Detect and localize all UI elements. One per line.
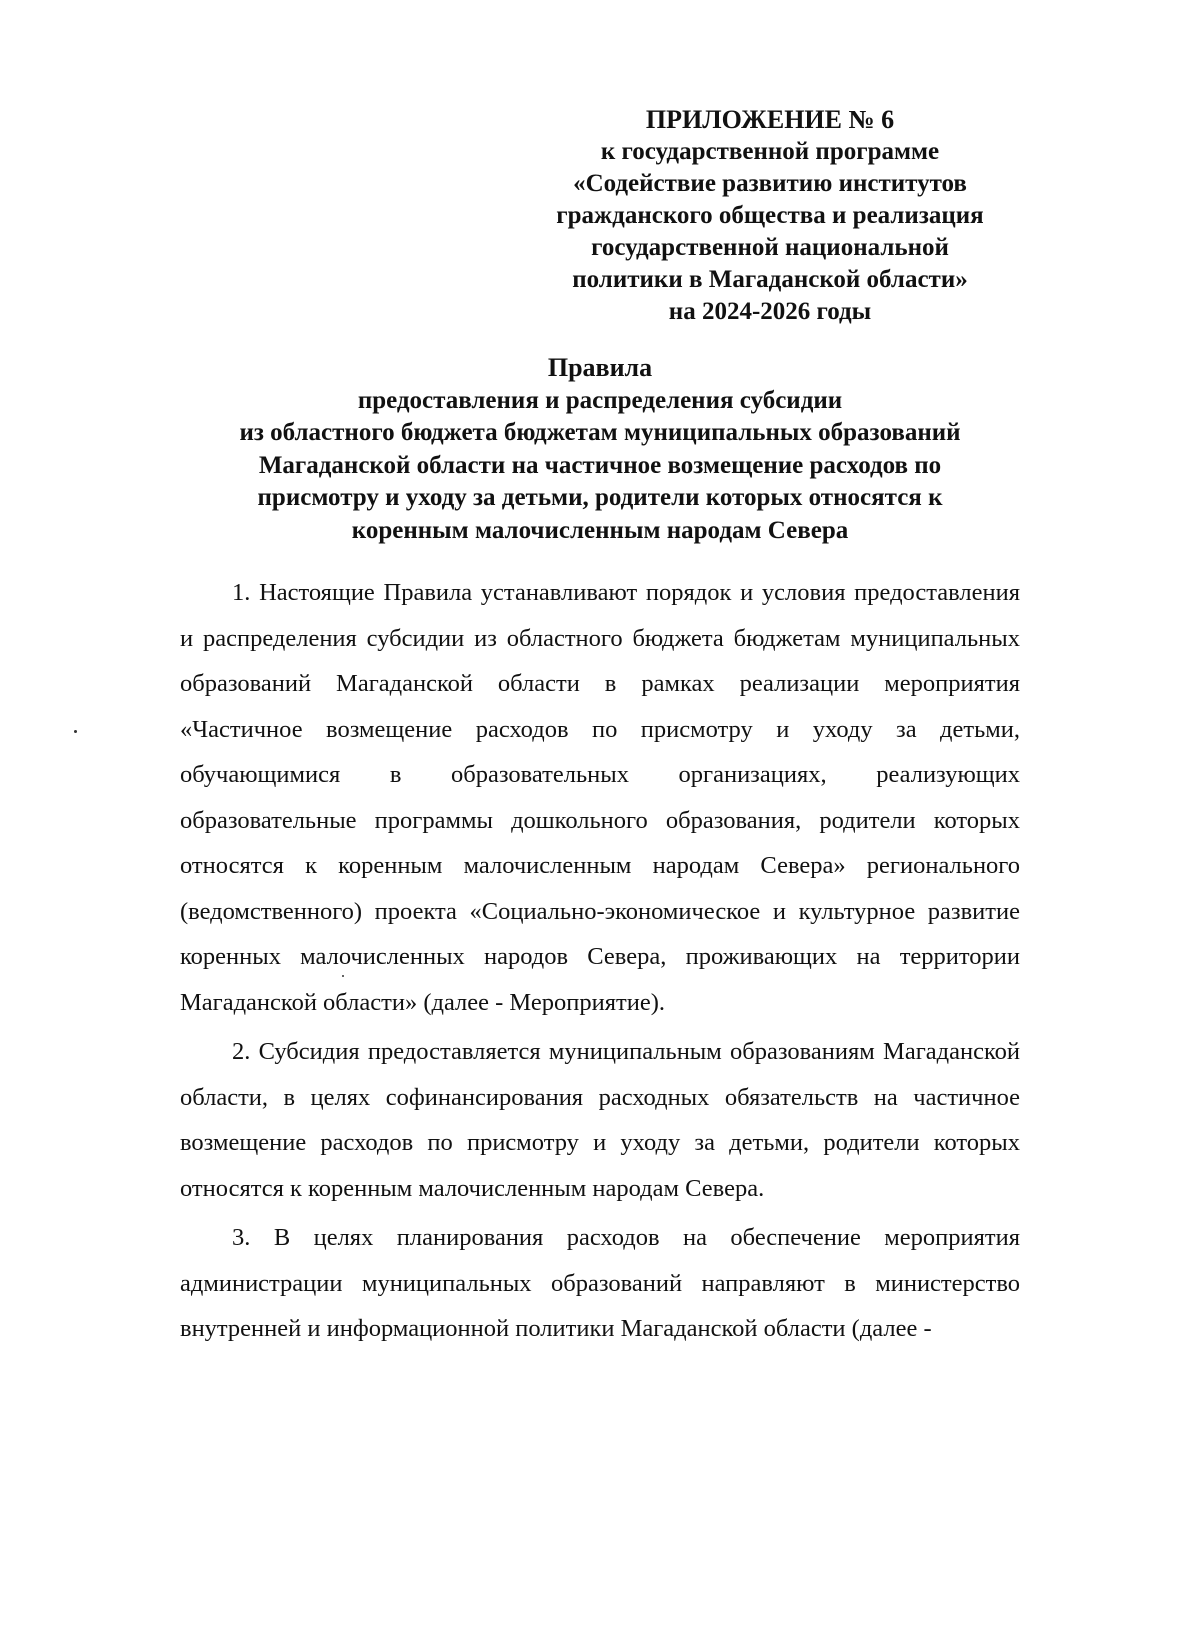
rules-line: присмотру и уходу за детьми, родители которых относятся к [257,484,943,511]
scan-speck [74,730,77,733]
rules-line: из областного бюджета бюджетам муниципальных образований [239,419,961,446]
appendix-line: политики в Магаданской области» [572,266,968,293]
appendix-line: на 2024-2026 годы [668,298,872,325]
rules-line: коренным малочисленным народам Севера [351,516,849,544]
appendix-header [520,104,1020,328]
rules-title: Правила [547,353,653,382]
rules-heading [170,352,1030,547]
appendix-line: гражданского общества и реализация [556,202,984,229]
appendix-line: к государственной программе [600,138,940,165]
paragraph-3: 3. В целях планирования расходов на обеспечение мероприятия администрации муниципальных образований направляют в министерство внутренней и информационной политики Магаданской области (далее - [180,1224,1020,1342]
rules-line: Магаданской области на частичное возмещение расходов по [258,451,942,479]
appendix-line: государственной национальной [591,234,949,261]
paragraph-1: 1. Настоящие Правила устанавливают порядок и условия предоставления и распределения субсидии из областного бюджета бюджетам муниципальных образований Магаданской области в рамках реализации мероприятия «Частичное возмещение расходов по присмотру и уходу за детьми, обучающимися в образовательных организациях, реализующих образовательные программы дошкольного образования, родители которых относятся к коренным малочисленным народам Севера» регионального (ведомственного) проекта «Социально-экономическое и культурное развитие коренных малочисленных народов Севера, проживающих на территории Магаданской области» (далее - Мероприятие). [180,579,1020,1016]
appendix-title: ПРИЛОЖЕНИЕ № 6 [645,105,895,134]
document-body [180,570,1020,1356]
scan-speck [342,975,344,977]
rules-line: предоставления и распределения субсидии [357,386,843,414]
paragraph-2: 2. Субсидия предоставляется муниципальным образованиям Магаданской области, в целях софинансирования расходных обязательств на частичное возмещение расходов по присмотру и уходу за детьми, родители которых относятся к коренным малочисленным народам Севера. [180,1038,1020,1202]
appendix-line: «Содействие развитию институтов [573,170,967,197]
